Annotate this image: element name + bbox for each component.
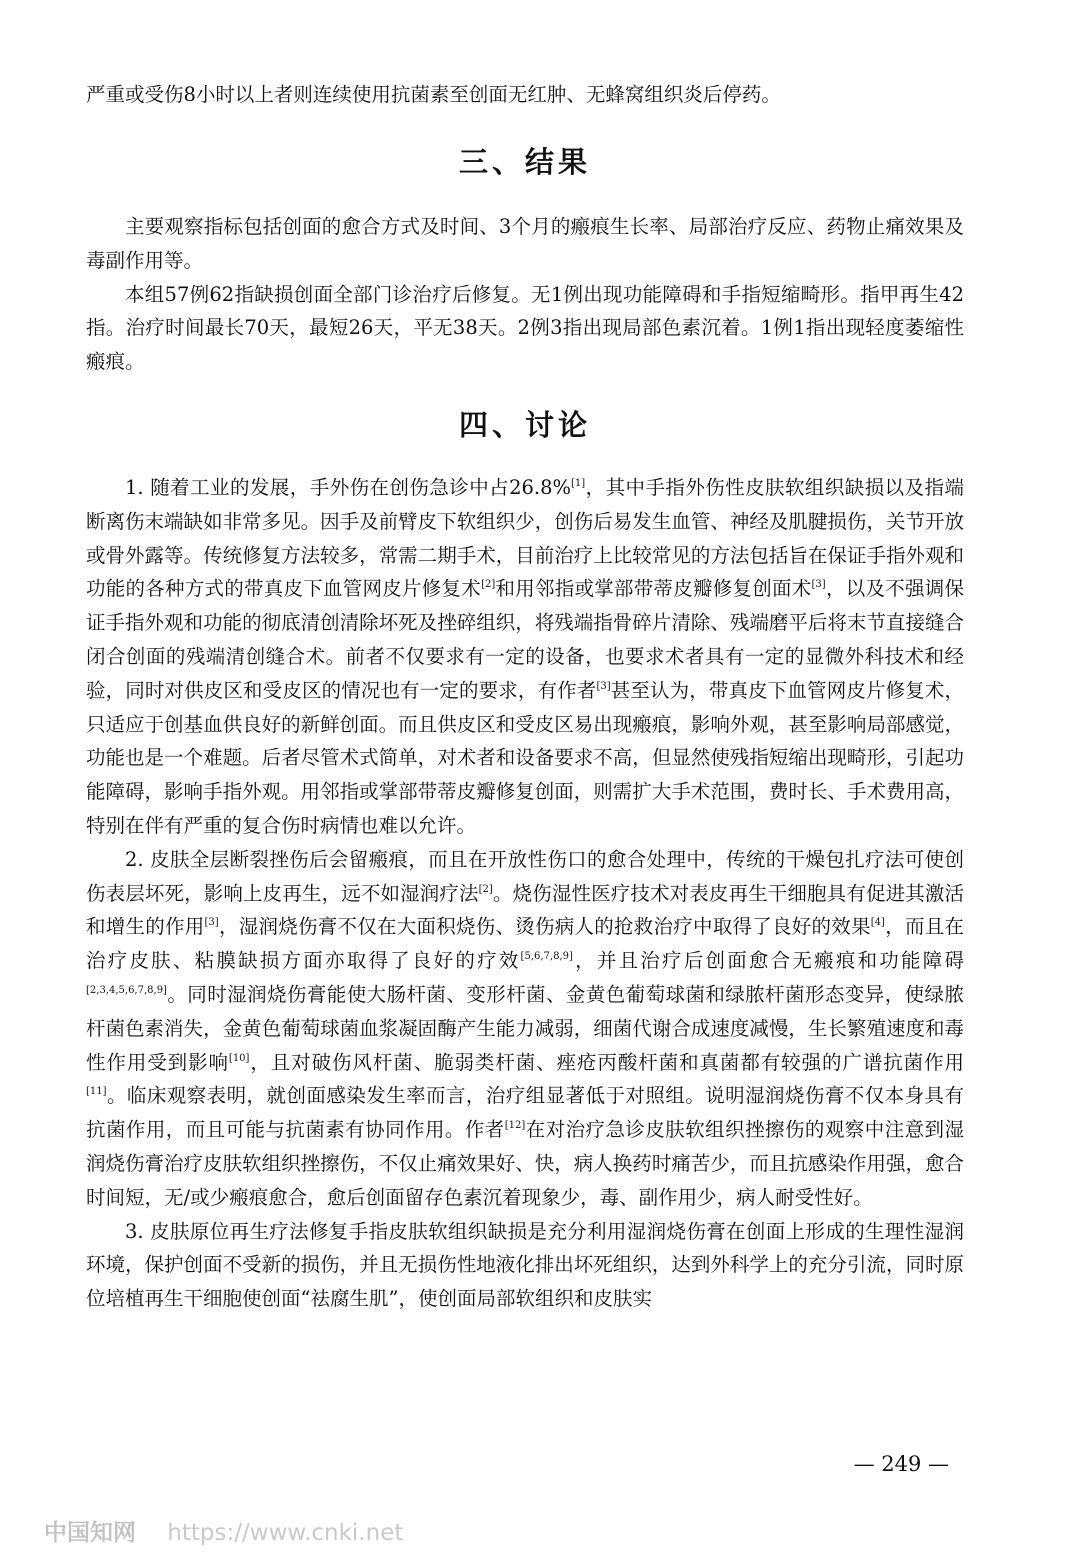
discussion-paragraph-2 — [86, 843, 964, 1215]
section-heading-discussion: 四、讨论 — [458, 407, 591, 442]
results-paragraph-2: 本组57例62指缺损创面全部门诊治疗后修复。无1例出现功能障碍和手指短缩畸形。指甲再生42指。治疗时间最长70天，最短26天，平无38天。2例3指出现局部色素沉着。1例1指出现轻度萎缩性瘢痕。 — [86, 282, 964, 374]
citation: [3] — [596, 680, 611, 692]
document-page — [86, 78, 964, 1316]
citation: [12] — [504, 1120, 526, 1132]
text-run: 1. 随着工业的发展，手外伤在创伤急诊中占26.8% — [125, 475, 572, 499]
citation: [10] — [228, 1052, 250, 1064]
citation: [2,3,4,5,6,7,8,9] — [86, 984, 167, 996]
citation: [4] — [870, 917, 885, 929]
section-heading-results: 三、结果 — [458, 145, 591, 179]
citation: [1] — [571, 477, 586, 489]
watermark-brand: 中国知网 — [44, 1520, 136, 1546]
text-run: 。同时湿润烧伤膏能使大肠杆菌、变形杆菌、金黄色葡萄球菌和绿脓杆菌形态变异，使绿脓杆菌色素消失，金黄色葡萄球菌血浆凝固酶产生能力减弱，细菌代谢合成速度减慢，生长繁殖速度和毒性作用受到影响 — [86, 982, 964, 1074]
citation: [5,6,7,8,9] — [520, 951, 573, 963]
text-run: 2. 皮肤全层断裂挫伤后会留瘢痕，而且在开放性伤口的愈合处理中，传统的干燥包扎疗法可使创伤表层坏死，影响上皮再生，远不如湿润疗法 — [86, 847, 964, 905]
text-run: ，且对破伤风杆菌、脆弱类杆菌、痤疮丙酸杆菌和真菌都有较强的广谱抗菌作用 — [249, 1050, 964, 1074]
citation: [2] — [478, 883, 493, 895]
discussion-paragraph-1 — [86, 471, 964, 843]
text-run: ，湿润烧伤膏不仅在大面积烧伤、烫伤病人的抢救治疗中取得了良好的效果 — [218, 915, 871, 939]
page-number: — 249 — — [853, 1452, 949, 1476]
citation: [3] — [204, 917, 219, 929]
text-run: 。烧伤湿性医疗技术对表皮再生干细胞具有促进其激活和增生的作用 — [86, 881, 964, 939]
text-run: 和用邻指或掌部带蒂皮瓣修复创面术 — [495, 577, 812, 601]
carryover-line: 严重或受伤8小时以上者则连续使用抗菌素至创面无红肿、无蜂窝组织炎后停药。 — [86, 83, 781, 106]
watermark-url: https://www.cnki.net — [167, 1520, 404, 1546]
discussion-paragraph-3: 3. 皮肤原位再生疗法修复手指皮肤软组织缺损是充分利用湿润烧伤膏在创面上形成的生理性湿润环境，保护创面不受新的损伤，并且无损伤性地液化排出坏死组织，达到外科学上的充分引流，同时原位培植再生干细胞使创面“祛腐生肌”，使创面局部软组织和皮肤实 — [86, 1219, 964, 1311]
text-run: ，以及不强调保证手指外观和功能的彻底清创清除坏死及挫碎组织，将残端指骨碎片清除、残端磨平后将末节直接缝合闭合创面的残端清创缝合术。前者不仅要求有一定的设备，也要求术者具有一定的显微外科技术和经验，同时对供皮区和受皮区的情况也有一定的要求，有作者 — [86, 577, 964, 702]
text-run: ，而且在治疗皮肤、粘膜缺损方面亦取得了良好的疗效 — [86, 915, 964, 973]
citation: [3] — [811, 579, 826, 591]
results-paragraph-1: 主要观察指标包括创面的愈合方式及时间、3个月的瘢痕生长率、局部治疗反应、药物止痛效果及毒副作用等。 — [86, 215, 964, 272]
text-run: ，其中手指外伤性皮肤软组织缺损以及指端断离伤末端缺如非常多见。因手及前臂皮下软组织少，创伤后易发生血管、神经及肌腱损伤，关节开放或骨外露等。传统修复方法较多，常需二期手术，目前治疗上比较常见的方法包括旨在保证手指外观和功能的各种方式的带真皮下血管网皮片修复术 — [86, 475, 964, 601]
text-run: 甚至认为，带真皮下血管网皮片修复术，只适应于创基血供良好的新鲜创面。而且供皮区和受皮区易出现瘢痕，影响外观，甚至影响局部感觉，功能也是一个难题。后者尽管术式简单，对术者和设备要求不高，但显然使残指短缩出现畸形，引起功能障碍，影响手指外观。用邻指或掌部带蒂皮瓣修复创面，则需扩大手术范围，费时长、手术费用高，特别在伴有严重的复合伤时病情也难以允许。 — [86, 678, 964, 837]
text-run: 。临床观察表明，就创面感染发生率而言，治疗组显著低于对照组。说明湿润烧伤膏不仅本身具有抗菌作用，而且可能与抗菌素有协同作用。作者 — [86, 1084, 964, 1142]
citation: [2] — [481, 579, 496, 591]
citation: [11] — [86, 1086, 107, 1098]
text-run: ，并且治疗后创面愈合无瘢痕和功能障碍 — [572, 949, 964, 973]
text-run: 在对治疗急诊皮肤软组织挫擦伤的观察中注意到湿润烧伤膏治疗皮肤软组织挫擦伤，不仅止痛效果好、快，病人换药时痛苦少，而且抗感染作用强，愈合时间短，无/或少瘢痕愈合，愈后创面留存色素沉着现象少，毒、副作用少，病人耐受性好。 — [86, 1118, 964, 1209]
source-watermark — [44, 1514, 403, 1547]
